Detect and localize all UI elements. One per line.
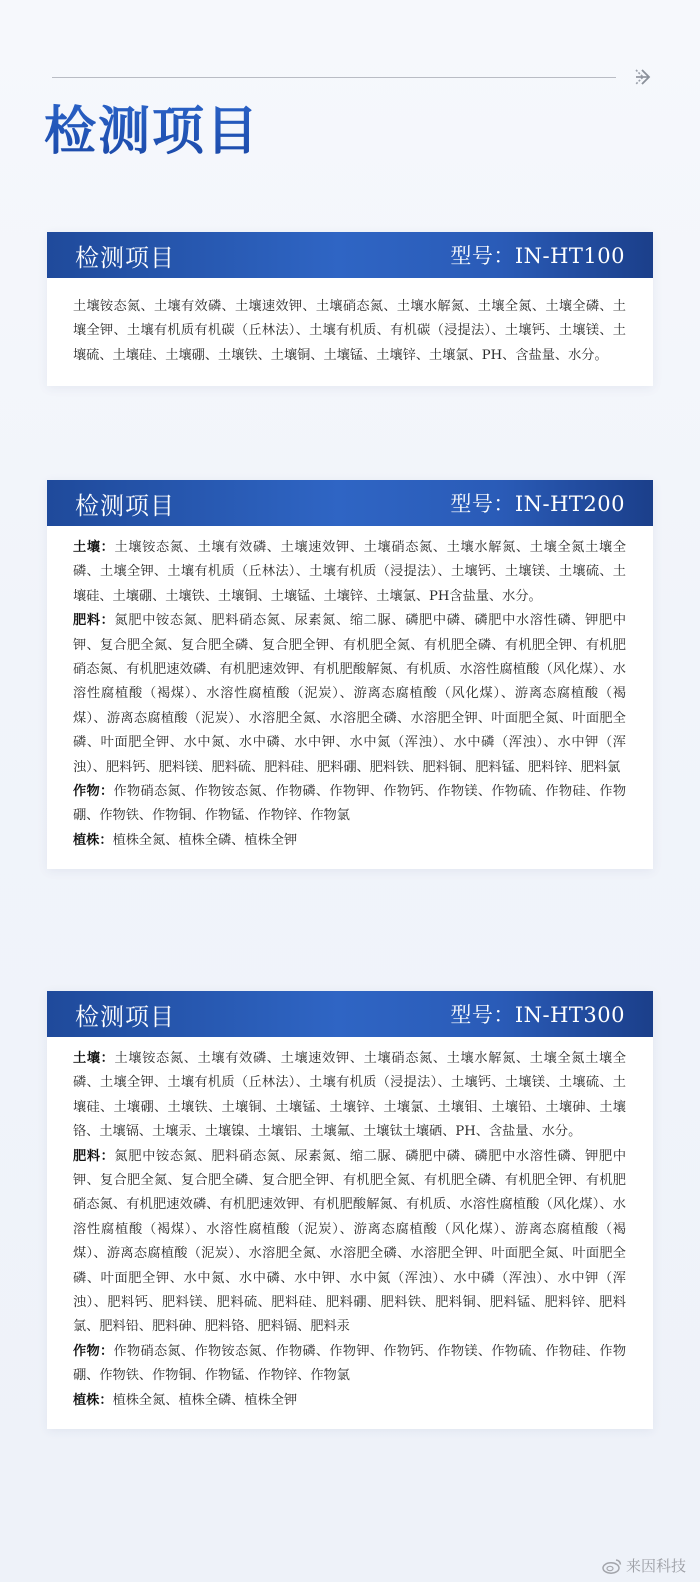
plant-label: 植株： <box>73 1392 113 1408</box>
card-body <box>47 278 653 386</box>
crop-label: 作物： <box>73 1343 114 1359</box>
card-title: 检测项目 <box>75 1002 175 1031</box>
card-model: 型号：IN-HT300 <box>450 1003 625 1027</box>
plant-items <box>73 829 626 853</box>
card-header <box>47 480 653 526</box>
soil-items <box>73 536 626 609</box>
fertilizer-items <box>73 609 626 780</box>
card-header <box>47 991 653 1037</box>
soil-label: 土壤： <box>73 1051 115 1066</box>
items-text: 土壤铵态氮、土壤有效磷、土壤速效钾、土壤硝态氮、土壤水解氮、土壤全氮、土壤全磷、土壤全钾、土壤有机质有机碳（丘林法）、土壤有机质、有机碳（浸提法）、土壤钙、土壤镁、土壤硫、土壤硅、土壤硼、土壤铁、土壤铜、土壤锰、土壤锌、土壤氯、PH、含盐量、水分。 <box>73 299 626 363</box>
plant-text: 植株全氮、植株全磷、植株全钾 <box>112 832 298 848</box>
card-body <box>47 1037 653 1429</box>
soil-label: 土壤： <box>73 540 115 555</box>
soil-text: 土壤铵态氮、土壤有效磷、土壤速效钾、土壤硝态氮、土壤水解氮、土壤全氮土壤全磷、土壤全钾、土壤有机质（丘林法）、土壤有机质（浸提法）、土壤钙、土壤镁、土壤硫、土壤硅、土壤硼、土壤铁、土壤铜、土壤锰、土壤锌、土壤氯、土壤钼、土壤铅、土壤砷、土壤铬、土壤镉、土壤汞、土壤镍、土壤铝、土壤氟、土壤钛土壤硒、PH、含盐量、水分。 <box>73 1051 627 1140</box>
fertilizer-text: 氮肥中铵态氮、肥料硝态氮、尿素氮、缩二脲、磷肥中磷、磷肥中水溶性磷、钾肥中钾、复合肥全氮、复合肥全磷、复合肥全钾、有机肥全氮、有机肥全磷、有机肥全钾、有机肥硝态氮、有机肥速效磷、有机肥速效钾、有机肥酸解氮、有机质、水溶性腐植酸（风化煤）、水溶性腐植酸（褐煤）、水溶性腐植酸（泥炭）、游离态腐植酸（风化煤）、游离态腐植酸（褐煤）、游离态腐植酸（泥炭）、水溶肥全氮、水溶肥全磷、水溶肥全钾、叶面肥全氮、叶面肥全磷、叶面肥全钾、水中氮、水中磷、水中钾、水中氮（浑浊）、水中磷（浑浊）、水中钾（浑浊）、肥料钙、肥料镁、肥料硫、肥料硅、肥料硼、肥料铁、肥料铜、肥料锰、肥料锌、肥料氯 <box>73 613 627 775</box>
card-model: 型号：IN-HT200 <box>450 492 625 516</box>
crop-items <box>73 780 626 829</box>
card-in-ht200 <box>47 480 653 869</box>
card-in-ht100 <box>47 232 653 386</box>
plant-text: 植株全氮、植株全磷、植株全钾 <box>112 1392 298 1408</box>
card-body <box>47 526 653 869</box>
fertilizer-items <box>73 1145 626 1340</box>
plant-items <box>73 1389 626 1413</box>
crop-text: 作物硝态氮、作物铵态氮、作物磷、作物钾、作物钙、作物镁、作物硫、作物硅、作物硼、作物铁、作物铜、作物锰、作物锌、作物氯 <box>73 1343 627 1384</box>
fertilizer-label: 肥料： <box>73 1148 115 1164</box>
card-model: 型号：IN-HT100 <box>450 244 625 268</box>
crop-text: 作物硝态氮、作物铵态氮、作物磷、作物钾、作物钙、作物镁、作物硫、作物硅、作物硼、作物铁、作物铜、作物锰、作物锌、作物氯 <box>73 784 627 824</box>
card-title: 检测项目 <box>75 243 175 272</box>
crop-items <box>73 1340 626 1389</box>
soil-items <box>73 1047 626 1145</box>
plant-label: 植株： <box>73 832 113 848</box>
fertilizer-label: 肥料： <box>73 613 115 629</box>
top-divider-line <box>52 77 616 78</box>
page-title: 检测项目 <box>44 98 260 166</box>
crop-label: 作物： <box>73 784 114 800</box>
soil-text: 土壤铵态氮、土壤有效磷、土壤速效钾、土壤硝态氮、土壤水解氮、土壤全氮土壤全磷、土壤全钾、土壤有机质（丘林法）、土壤有机质（浸提法）、土壤钙、土壤镁、土壤硫、土壤硅、土壤硼、土壤铁、土壤铜、土壤锰、土壤锌、土壤氯、PH含盐量、水分。 <box>73 540 627 604</box>
weibo-icon <box>602 1558 622 1574</box>
fertilizer-text: 氮肥中铵态氮、肥料硝态氮、尿素氮、缩二脲、磷肥中磷、磷肥中水溶性磷、钾肥中钾、复合肥全氮、复合肥全磷、复合肥全钾、有机肥全氮、有机肥全磷、有机肥全钾、有机肥硝态氮、有机肥速效磷、有机肥速效钾、有机肥酸解氮、有机质、水溶性腐植酸（风化煤）、水溶性腐植酸（褐煤）、水溶性腐植酸（泥炭）、游离态腐植酸（风化煤）、游离态腐植酸（褐煤）、游离态腐植酸（泥炭）、水溶肥全氮、水溶肥全磷、水溶肥全钾、叶面肥全氮、叶面肥全磷、叶面肥全钾、水中氮、水中磷、水中钾、水中氮（浑浊）、水中磷（浑浊）、水中钾（浑浊）、肥料钙、肥料镁、肥料硫、肥料硅、肥料硼、肥料铁、肥料铜、肥料锰、肥料锌、肥料氯、肥料铅、肥料砷、肥料铬、肥料镉、肥料汞 <box>73 1148 627 1335</box>
watermark <box>602 1555 686 1576</box>
chevron-right-icon <box>634 66 656 88</box>
card-header <box>47 232 653 278</box>
watermark-text: 来因科技 <box>625 1557 686 1575</box>
card-title: 检测项目 <box>75 491 175 520</box>
card-in-ht300 <box>47 991 653 1429</box>
